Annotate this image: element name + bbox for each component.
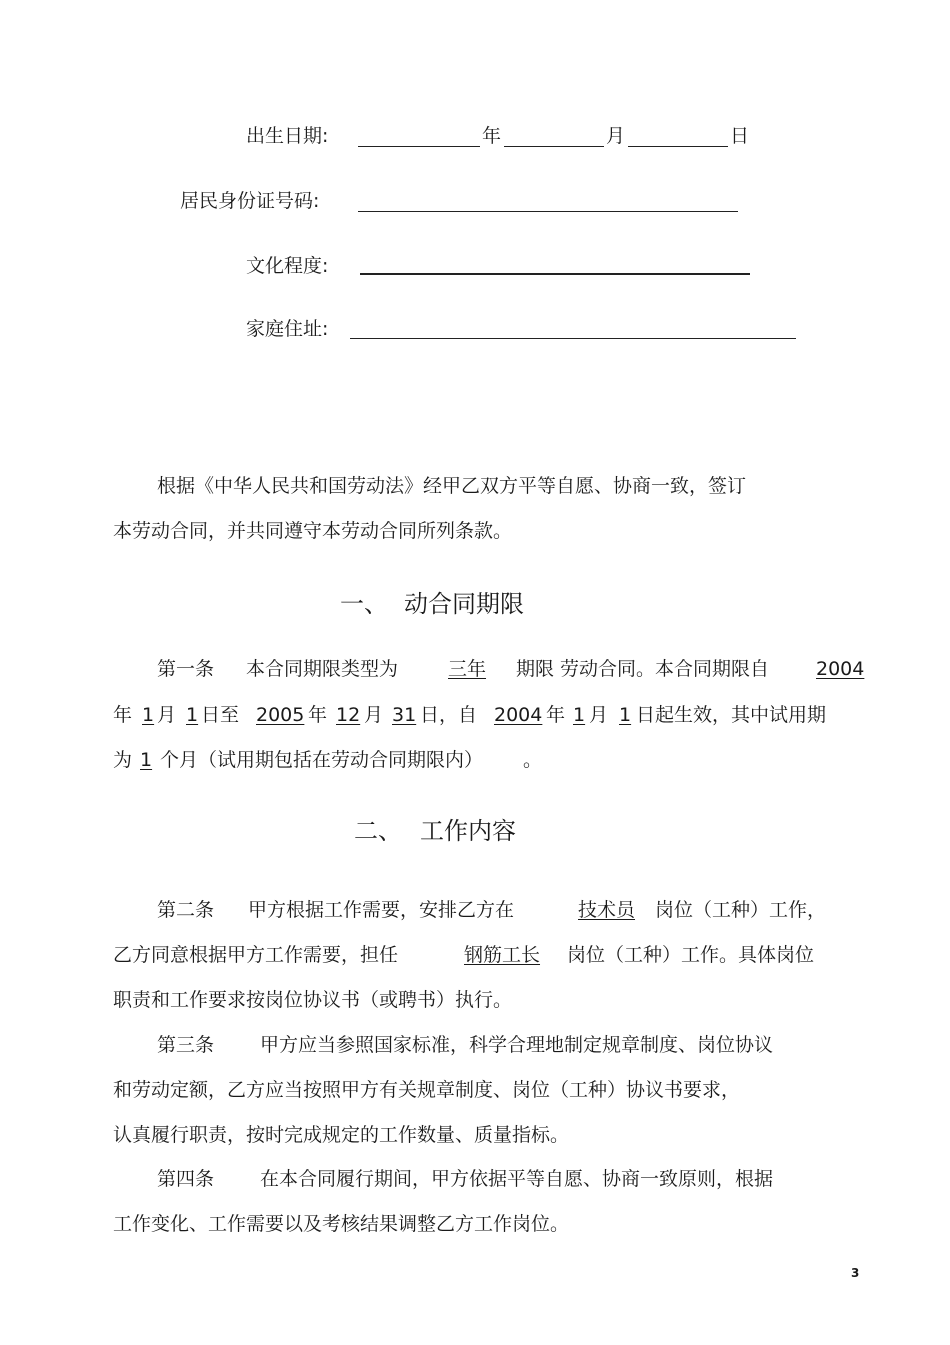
- month-char: 月: [606, 125, 626, 147]
- article-1-text: 月: [589, 704, 609, 726]
- article-1-text: 日，自: [420, 704, 478, 726]
- intro-line-2: 本劳动合同，并共同遵守本劳动合同所列条款。: [113, 520, 513, 542]
- end-day-value[interactable]: 31: [392, 704, 417, 726]
- article-2-text: 岗位（工种）工作，: [655, 899, 827, 921]
- start-year-value[interactable]: 2004: [816, 658, 865, 680]
- article-3-label: 第三条: [157, 1034, 215, 1056]
- education-field[interactable]: [360, 273, 750, 275]
- section-1-number: 一、: [340, 590, 388, 618]
- address-field[interactable]: [350, 338, 796, 339]
- id-number-field[interactable]: [358, 211, 738, 212]
- article-1-text: 为: [113, 749, 133, 771]
- contract-term-value[interactable]: 三年: [448, 658, 487, 680]
- education-label: 文化程度:: [246, 255, 329, 277]
- birth-month-field[interactable]: [504, 146, 604, 147]
- page-number: 3: [851, 1266, 860, 1280]
- section-2-number: 二、: [354, 817, 402, 845]
- article-1-label: 第一条: [157, 658, 215, 680]
- post-1-value[interactable]: 技术员: [578, 899, 636, 921]
- birth-year-field[interactable]: [358, 146, 480, 147]
- birth-date-label: 出生日期:: [246, 125, 329, 147]
- start-month-value[interactable]: 1: [142, 704, 155, 726]
- article-1-text: 年: [113, 704, 133, 726]
- article-3-text: 甲方应当参照国家标准，科学合理地制定规章制度、岗位协议: [260, 1034, 774, 1056]
- article-3-text: 认真履行职责，按时完成规定的工作数量、质量指标。: [113, 1124, 570, 1146]
- article-1-text: 期限 劳动合同。本合同期限自: [516, 658, 770, 680]
- effective-day-value[interactable]: 1: [619, 704, 632, 726]
- intro-line-1: 根据《中华人民共和国劳动法》经甲乙双方平等自愿、协商一致，签订: [157, 475, 747, 497]
- article-1-text: 年: [546, 704, 566, 726]
- article-2-label: 第二条: [157, 899, 215, 921]
- address-label: 家庭住址:: [246, 318, 329, 340]
- article-1-text: 。: [523, 749, 543, 771]
- end-month-value[interactable]: 12: [336, 704, 361, 726]
- article-3-text: 和劳动定额，乙方应当按照甲方有关规章制度、岗位（工种）协议书要求，: [113, 1079, 741, 1101]
- article-4-label: 第四条: [157, 1168, 215, 1190]
- article-4-text: 在本合同履行期间，甲方依据平等自愿、协商一致原则，根据: [260, 1168, 774, 1190]
- article-1-text: 本合同期限类型为: [246, 658, 399, 680]
- article-1-text: 年: [308, 704, 328, 726]
- effective-year-value[interactable]: 2004: [494, 704, 543, 726]
- section-1-title: 动合同期限: [404, 590, 524, 618]
- probation-months-value[interactable]: 1: [140, 749, 153, 771]
- year-char: 年: [482, 125, 502, 147]
- article-1-text: 日至: [201, 704, 240, 726]
- article-1-text: 月: [364, 704, 384, 726]
- article-4-text: 工作变化、工作需要以及考核结果调整乙方工作岗位。: [113, 1213, 570, 1235]
- effective-month-value[interactable]: 1: [573, 704, 586, 726]
- article-2-text: 甲方根据工作需要，安排乙方在: [248, 899, 515, 921]
- article-1-text: 个月（试用期包括在劳动合同期限内）: [160, 749, 484, 771]
- birth-day-field[interactable]: [628, 146, 728, 147]
- start-day-value[interactable]: 1: [186, 704, 199, 726]
- end-year-value[interactable]: 2005: [256, 704, 305, 726]
- article-2-text: 职责和工作要求按岗位协议书（或聘书）执行。: [113, 989, 513, 1011]
- section-2-title: 工作内容: [420, 817, 516, 845]
- day-char: 日: [730, 125, 750, 147]
- article-1-text: 月: [157, 704, 177, 726]
- id-number-label: 居民身份证号码:: [180, 190, 320, 212]
- article-1-text: 日起生效，其中试用期: [636, 704, 827, 726]
- article-2-text: 岗位（工种）工作。具体岗位: [567, 944, 815, 966]
- article-2-text: 乙方同意根据甲方工作需要，担任: [113, 944, 399, 966]
- post-2-value[interactable]: 钢筋工长: [464, 944, 541, 966]
